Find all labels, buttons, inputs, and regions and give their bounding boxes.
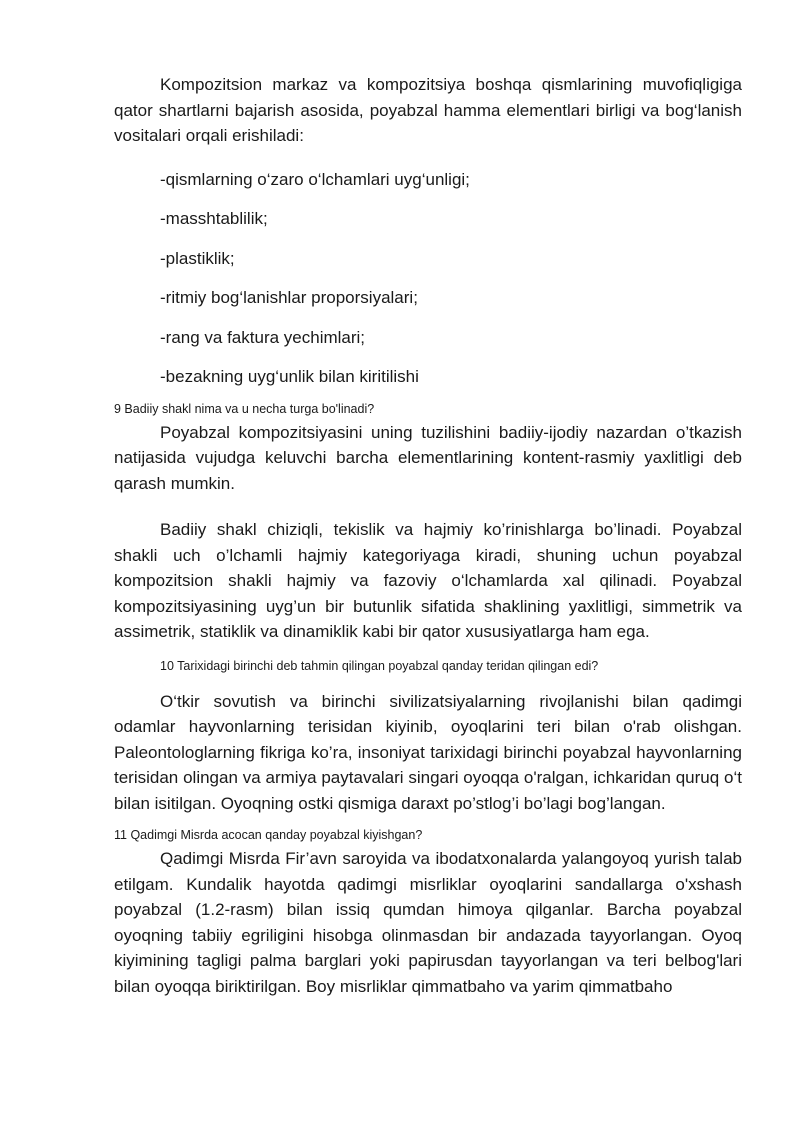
paragraph-ancient-egypt: Qadimgi Misrda Fir’avn saroyida va ibodatxonalarda yalangoyoq yurish talab etilgam. Kundalik hayotda qadimgi misrliklar oyoqlarini sandallarga o'xshash poyabzal (1.2-rasm) bilan issiq qumdan himoya qilganlar. Barcha poyabzal oyoqning tabiiy egriligini hisobga olinmasdan bir andazada tayyorlangan. Oyoq kiyimining tagligi palma barglari yoki papirusdan tayyorlangan va teri belbog'lari bilan oyoqqa biriktirilgan. Boy misrliklar qimmatbaho va yarim qimmatbaho <box>114 849 742 996</box>
list-item-proportions: -qismlarning o‘zaro o‘lchamlari uyg‘unligi; <box>160 169 470 189</box>
question-10-heading: 10 Tarixidagi birinchi deb tahmin qilingan poyabzal qanday teridan qilingan edi? <box>160 658 599 673</box>
question-11-heading: 11 Qadimgi Misrda acocan qanday poyabzal kiyishgan? <box>114 828 423 842</box>
list-item-rhythm: -ritmiy bog‘lanishlar proporsiyalari; <box>160 288 418 307</box>
paragraph-composition-center: Kompozitsion markaz va kompozitsiya boshqa qismlarining muvofiqligiga qator shartlarni bajarish asosida, poyabzal hamma elementlari birligi va bog‘lanish vositalari orqali erishiladi: <box>114 75 742 145</box>
list-item-decoration: -bezakning uyg‘unlik bilan kiritilishi <box>160 367 419 386</box>
list-item-plasticity: -plastiklik; <box>160 248 235 268</box>
list-item-scale: -masshtablilik; <box>160 209 268 228</box>
document-page <box>114 72 742 999</box>
paragraph-artistic-form: Badiiy shakl chiziqli, tekislik va hajmiy ko’rinishlarga bo’linadi. Poyabzal shakli uch o’lchamli hajmiy kategoriyaga kiradi, shuning uchun poyabzal kompozitsion shakli hajmiy va fazoviy o‘lchamlarda xal qilinadi. Poyabzal kompozitsiyasining uyg’un bir butunlik sifatida shaklining yaxlitligi, simmetrik va assimetrik, statiklik va dinamiklik kabi bir qator xususiyatlarga ham ega. <box>114 520 742 641</box>
paragraph-first-footwear: O‘tkir sovutish va birinchi sivilizatsiyalarning rivojlanishi bilan qadimgi odamlar hayvonlarning terisidan kiyinib, oyoqlarini teri bilan o'rab olishgan. Paleontologlarning fikriga ko’ra, insoniyat tarixidagi birinchi poyabzal hayvonlarning terisidan olingan va armiya paytavalari singari oyoqqa o'ralgan, ichkaridan quruq o‘t bilan isitilgan. Oyoqning ostki qismiga daraxt po’stlog’i bo’lagi bog’langan. <box>114 691 742 813</box>
paragraph-footwear-composition: Poyabzal kompozitsiyasini uning tuzilishini badiiy-ijodiy nazardan o’tkazish natijasida vujudga keluvchi barcha elementlarining kontent-rasmiy yaxlitligi deb qarash mumkin. <box>114 422 742 493</box>
list-item-color-texture: -rang va faktura yechimlari; <box>160 327 366 347</box>
question-9-heading: 9 Badiiy shakl nima va u necha turga bo'linadi? <box>114 401 375 416</box>
